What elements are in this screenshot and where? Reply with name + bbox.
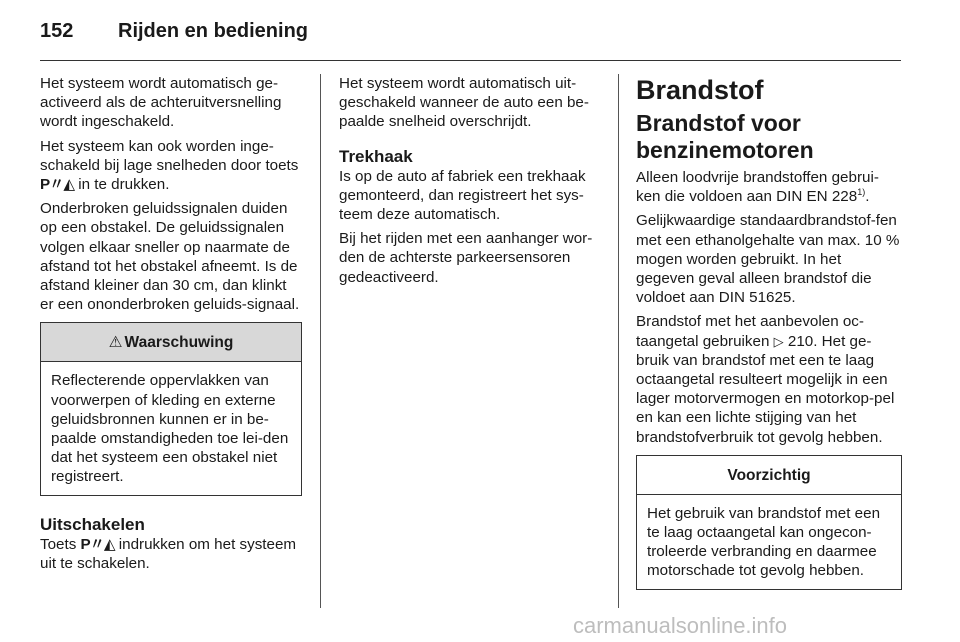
parking-sensor-icon: P〃◭ bbox=[40, 176, 74, 194]
column-left bbox=[40, 74, 302, 578]
paragraph: Is op de auto af fabriek een trekhaak gemonteerd, dan registreert het sys-teem deze automatisch. bbox=[339, 167, 586, 224]
paragraph: Bij het rijden met een aanhanger wor-den de achterste parkeersensoren gedeactiveerd. bbox=[339, 230, 593, 286]
parking-sensor-icon: P〃◭ bbox=[80, 535, 115, 553]
page-header bbox=[40, 18, 920, 62]
footnote-marker: 1) bbox=[857, 187, 866, 198]
caution-body: Het gebruik van brandstof met een te laag octaangetal kan ongecon-troleerde verbranding en daarmee motorschade tot gevolg hebben. bbox=[647, 504, 881, 580]
paragraph: Het systeem kan ook worden inge-schakeld bij lage snelheden door toets P〃◭ in te drukken. bbox=[40, 137, 299, 194]
header-rule bbox=[40, 60, 901, 61]
caution-header: Voorzichtig bbox=[637, 456, 901, 495]
paragraph: Onderbroken geluidssignalen duiden op een obstakel. De geluidssignalen volgen elkaar sneller op naarmate de afstand tot het obstakel afneemt. Is de afstand kleiner dan 30 cm, dan klinkt er een ononderbroken geluids-signaal. bbox=[40, 200, 300, 314]
column-right bbox=[636, 74, 902, 590]
paragraph: Het systeem wordt automatisch ge-activeerd als de achteruitversnelling wordt ingeschakeld. bbox=[40, 75, 282, 131]
section-title: Brandstof bbox=[636, 75, 764, 105]
watermark: carmanualsonline.info bbox=[573, 613, 788, 638]
column-middle bbox=[339, 74, 601, 292]
subsection-title: Brandstof voor benzinemotoren bbox=[636, 110, 814, 163]
page-reference-arrow-icon: ▷ bbox=[773, 333, 784, 349]
page-reference-link[interactable]: 210 bbox=[787, 332, 814, 350]
warning-box bbox=[40, 322, 302, 495]
caution-box bbox=[636, 455, 902, 590]
warning-header: ⚠ Waarschuwing bbox=[41, 323, 301, 362]
subheading-trekhaak: Trekhaak bbox=[339, 146, 413, 166]
paragraph: Gelijkwaardige standaardbrandstof-fen met een ethanolgehalte van max. 10 % mogen worden gebruikt. In het gegeven geval alleen brandstof die voldoet aan DIN 51625. bbox=[636, 212, 900, 307]
page-title: Rijden en bediening bbox=[118, 20, 309, 42]
column-divider bbox=[618, 74, 619, 608]
warning-body: Reflecterende oppervlakken van voorwerpen of kleding en externe geluidsbronnen kunnen er in be-paalde omstandigheden toe lei-den dat het systeem een obstakel niet registreert. bbox=[51, 372, 289, 486]
column-divider bbox=[320, 74, 321, 608]
paragraph: Toets P〃◭ indrukken om het systeem uit te schakelen. bbox=[40, 535, 297, 572]
paragraph: Het systeem wordt automatisch uit-geschakeld wanneer de auto een be-paalde snelheid overschrijdt. bbox=[339, 75, 589, 131]
subheading-uitschakelen: Uitschakelen bbox=[40, 514, 145, 534]
warning-triangle-icon: ⚠ bbox=[108, 334, 123, 352]
paragraph: Alleen loodvrije brandstoffen gebrui-ken die voldoen aan DIN EN 228$^{1)}$. bbox=[636, 169, 879, 206]
page-number: 152 bbox=[40, 20, 74, 42]
paragraph: Brandstof met het aanbevolen oc-taangetal gebruiken ▷ 210. Het ge-bruik van brandstof met een te laag octaangetal resulteert mogelijk in een lager motorvermogen en motorkop-pel en kan een lichte stijging van het brandstofverbruik tot gevolg hebben. bbox=[636, 313, 895, 446]
